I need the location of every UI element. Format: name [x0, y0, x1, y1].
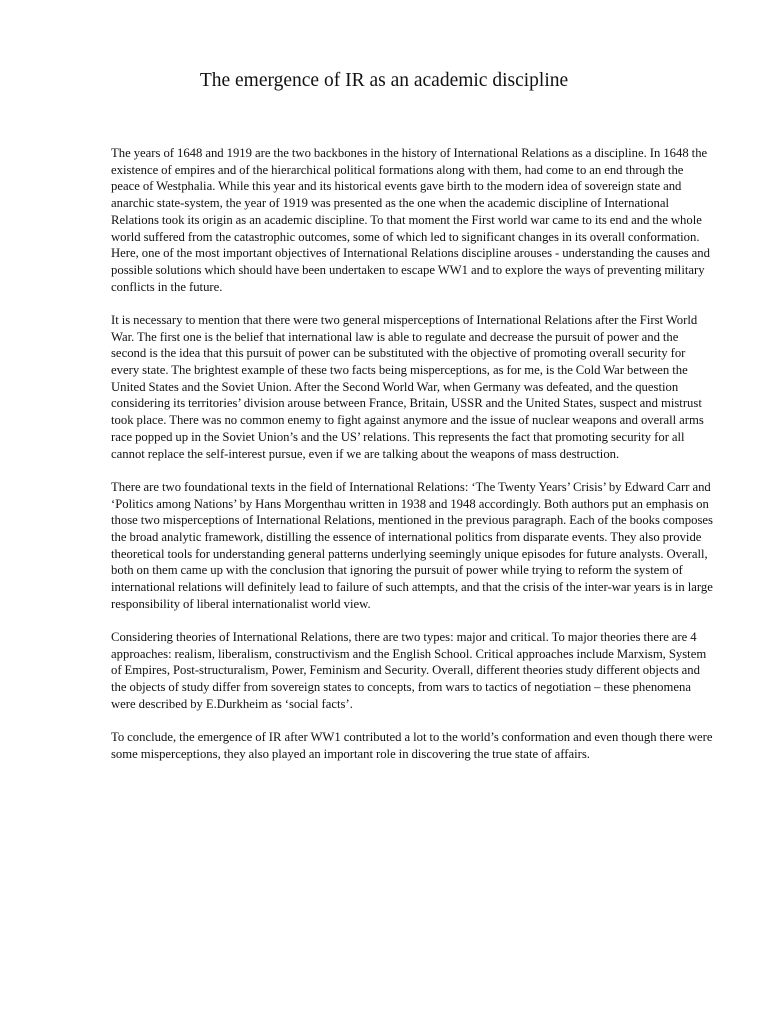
- paragraph-2: It is necessary to mention that there were two general misperceptions of International Relations after the First World War. The first one is the belief that international law is able to regulate and decrease the pursuit of power and the second is the idea that this pursuit of power can be substituted with the objective of promoting overall security for every state. The brightest example of these two facts being misperceptions, as for me, is the Cold War between the United States and the Soviet Union. After the Second World War, when Germany was defeated, and the question considering its territories’ division arouse between France, Britain, USSR and the United States, suspect and mistrust took place. There was no common enemy to fight against anymore and the issue of nuclear weapons and overall arms race popped up in the Soviet Union’s and the US’ relations. This represents the fact that promoting security for all cannot replace the self-interest pursue, even if we are talking about the weapons of mass destruction.: [111, 312, 704, 461]
- paragraph-4: Considering theories of International Relations, there are two types: major and critical. To major theories there are 4 approaches: realism, liberalism, constructivism and the English School. Critical approaches include Marxism, System of Empires, Post-structuralism, Power, Feminism and Security. Overall, different theories study different objects and the objects of study differ from sovereign states to concepts, from wars to tactics of negotiation – these phenomena were described by E.Durkheim as ‘social facts’.: [111, 630, 707, 711]
- document-body: [111, 145, 713, 779]
- paragraph-1: The years of 1648 and 1919 are the two backbones in the history of International Relations as a discipline. In 1648 the existence of empires and of the hierarchical political formations along with them, had come to an end through the peace of Westphalia. While this year and its historical events gave birth to the modern idea of sovereign state and anarchic state-system, the year of 1919 was presented as the one when the academic discipline of International Relations took its origin as an academic discipline. To that moment the First world war came to its end and the whole world suffered from the catastrophic outcomes, some of which led to significant changes in its overall conformation. Here, one of the most important objectives of International Relations discipline arouses - understanding the causes and possible solutions which should have been undertaken to escape WW1 and to explore the ways of preventing military conflicts in the future.: [111, 146, 710, 294]
- paragraph-5: To conclude, the emergence of IR after WW1 contributed a lot to the world’s conformation and even though there were some misperceptions, they also played an important role in discovering the true state of affairs.: [111, 730, 713, 761]
- document-title: The emergence of IR as an academic discipline: [199, 70, 569, 91]
- paragraph-3: There are two foundational texts in the field of International Relations: ‘The Twenty Years’ Crisis’ by Edward Carr and ‘Politics among Nations’ by Hans Morgenthau written in 1938 and 1948 accordingly. Both authors put an emphasis on those two misperceptions of International Relations, mentioned in the previous paragraph. Each of the books composes the broad analytic framework, distilling the essence of international politics from disparate events. They also provide theoretical tools for understanding general patterns underlying seemingly unique episodes for future analysts. Overall, both on them came up with the conclusion that ignoring the pursuit of power while trying to reform the system of international relations will definitely lead to failure of such attempts, and that the crisis of the inter-war years is in large responsibility of liberal internationalist world view.: [111, 479, 713, 611]
